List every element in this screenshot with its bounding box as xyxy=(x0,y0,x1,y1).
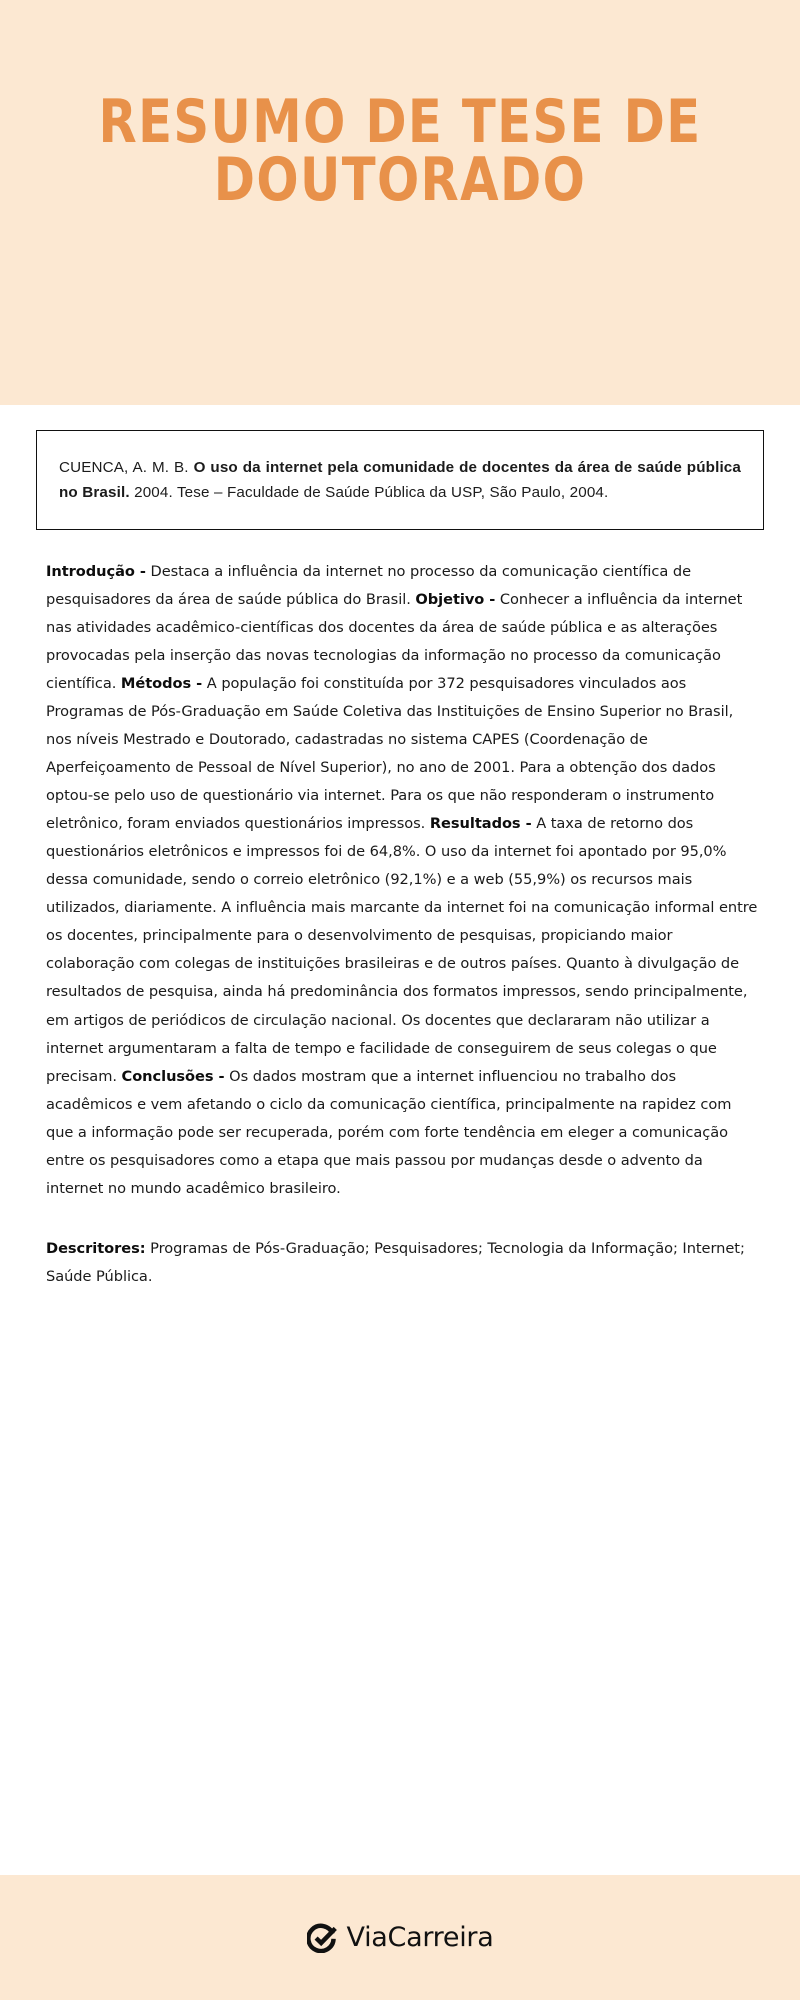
section-text: Conhecer a influência da internet nas atividades acadêmico-científicas dos docentes da área de saúde pública e as alterações provocadas pela inserção das novas tecnologias da informação no processo da comunicação científica. xyxy=(46,591,743,693)
descritores-label: Descritores: xyxy=(46,1239,146,1257)
section-text: Destaca a influência da internet no processo da comunicação científica de pesquisadores da área de saúde pública do Brasil. xyxy=(46,563,692,609)
brand-name: ViaCarreira xyxy=(346,1922,494,1953)
descritores-text: Programas de Pós-Graduação; Pesquisadores; Tecnologia da Informação; Internet; Saúde Pública. xyxy=(46,1239,745,1285)
section-label: Objetivo - xyxy=(415,591,496,609)
page-title: RESUMO DE TESE DE DOUTORADO xyxy=(98,87,702,215)
section-text: A taxa de retorno dos questionários eletrônicos e impressos foi de 64,8%. O uso da internet foi apontado por 95,0% dessa comunidade, sendo o correio eletrônico (92,1%) e a web (55,9%) os recursos mais utilizados, diariamente. A influência mais marcante da internet foi na comunicação informal entre os docentes, principalmente para o desenvolvimento de pesquisas, propiciando maior colaboração com colegas de instituições brasileiras e de outros países. Quanto à divulgação de resultados de pesquisa, ainda há predominância dos formatos impressos, sendo principalmente, em artigos de periódicos de circulação nacional. Os docentes que declararam não utilizar a internet argumentaram a falta de tempo e facilidade de conseguirem de seus colegas o que precisam. xyxy=(46,815,758,1085)
brand-logo xyxy=(307,1922,494,1953)
citation-author: CUENCA, A. M. B. xyxy=(59,459,189,476)
citation-work-title: O uso da internet pela comunidade de docentes da área de saúde pública no Brasil. xyxy=(59,459,742,501)
abstract-section xyxy=(0,530,800,1290)
citation-source: 2004. Tese – Faculdade de Saúde Pública da USP, São Paulo, 2004. xyxy=(134,483,609,501)
footer-band xyxy=(0,1875,800,2000)
citation-box xyxy=(36,430,764,530)
header-band xyxy=(0,0,800,405)
abstract-paragraph xyxy=(46,558,758,1202)
descritores-paragraph xyxy=(46,1203,758,1291)
citation-section xyxy=(0,430,800,530)
section-label: Resultados - xyxy=(429,815,532,833)
section-label: Métodos - xyxy=(120,675,203,693)
section-label: Introdução - xyxy=(46,563,146,581)
section-label: Conclusões - xyxy=(121,1067,225,1085)
section-text: Os dados mostram que a internet influenciou no trabalho dos acadêmicos e vem afetando o ciclo da comunicação científica, principalmente na rapidez com que a informação pode ser recuperada, porém com forte tendência em eleger a comunicação entre os pesquisadores como a etapa que mais passou por mudanças desde o advento da internet no mundo acadêmico brasileiro. xyxy=(46,1067,732,1197)
citation-text xyxy=(59,456,741,505)
section-text: A população foi constituída por 372 pesquisadores vinculados aos Programas de Pós-Graduação em Saúde Coletiva das Instituições de Ensino Superior no Brasil, nos níveis Mestrado e Doutorado, cadastradas no sistema CAPES (Coordenação de Aperfeiçoamento de Pessoal de Nível Superior), no ano de 2001. Para a obtenção dos dados optou-se pelo uso de questionário via internet. Para os que não responderam o instrumento eletrônico, foram enviados questionários impressos. xyxy=(46,675,734,833)
check-circle-icon xyxy=(307,1922,338,1953)
